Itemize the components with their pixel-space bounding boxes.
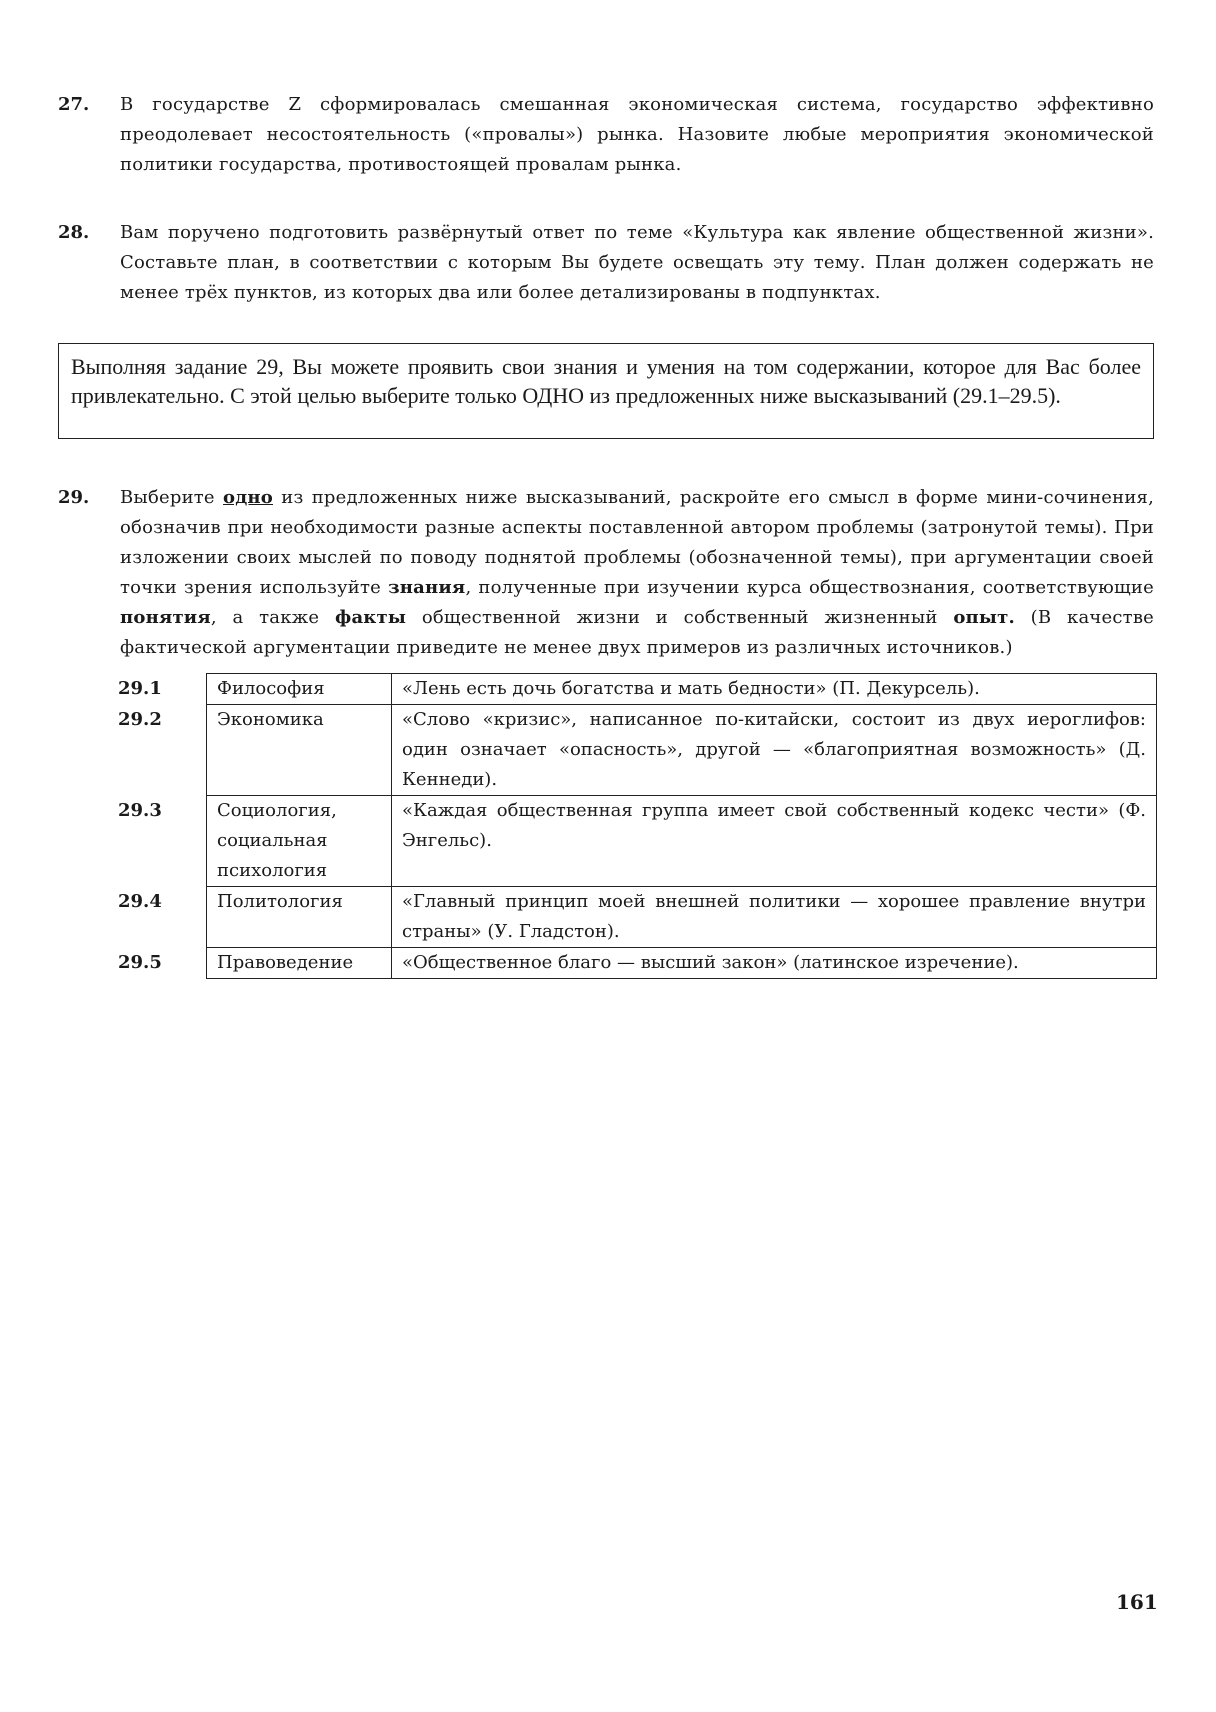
task-28 (58, 218, 1154, 308)
table-row (207, 948, 1157, 979)
task-27 (58, 90, 1154, 180)
page-number: 161 (1116, 1590, 1158, 1614)
emphasis-knowledge: знания (388, 577, 466, 598)
option-quote: «Общественное благо — высший закон» (латинское изречение). (392, 948, 1157, 979)
task-number: 28. (58, 222, 90, 243)
option-number: 29.5 (118, 951, 162, 973)
option-number: 29.3 (118, 799, 162, 821)
option-subject: Экономика (207, 705, 392, 796)
table-row (207, 705, 1157, 796)
option-subject: Правоведение (207, 948, 392, 979)
option-quote: «Каждая общественная группа имеет свой собственный кодекс чести» (Ф. Энгельс). (392, 796, 1157, 887)
options-table (206, 673, 1157, 979)
option-subject: Философия (207, 674, 392, 705)
table-row (207, 674, 1157, 705)
option-quote: «Главный принцип моей внешней политики — хорошее правление внутри страны» (У. Гладстон). (392, 887, 1157, 948)
task-text: Вам поручено подготовить развёрнутый ответ по теме «Культура как явление общественной жизни». Составьте план, в соответствии с которым Вы будете освещать эту тему. План должен содержать не менее трёх пунктов, из которых два или более детализированы в подпунктах. (120, 222, 1154, 303)
option-subject: Социология, социальная психология (207, 796, 392, 887)
task-number: 29. (58, 487, 90, 508)
task-number: 27. (58, 94, 90, 115)
option-number: 29.1 (118, 677, 162, 699)
task-text: Выберите одно из предложенных ниже высказываний, раскройте его смысл в форме мини-сочинения, обозначив при необходимости разные аспекты поставленной автором проблемы (затронутой темы). При изложении своих мыслей по поводу поднятой проблемы (обозначенной темы), при аргументации своей точки зрения используйте знания, полученные при изучении курса обществознания, соответствующие понятия, а также факты общественной жизни и собственный жизненный опыт. (В качестве фактической аргументации приведите не менее двух примеров из различных источников.) (120, 487, 1155, 658)
emphasis-experience: опыт. (953, 607, 1015, 628)
task-text: В государстве Z сформировалась смешанная экономическая система, государство эффективно преодолевает несостоятельность («провалы») рынка. Назовите любые мероприятия экономической политики государства, противостоящей провалам рынка. (120, 94, 1154, 175)
emphasis-one: одно (223, 487, 274, 508)
emphasis-facts: факты (335, 607, 407, 628)
instruction-box: Выполняя задание 29, Вы можете проявить свои знания и умения на том содержании, которое для Вас более привлекательно. С этой целью выберите только ОДНО из предложенных ниже высказываний (29.1–29.5). (58, 343, 1154, 439)
option-number: 29.2 (118, 708, 162, 730)
option-quote: «Лень есть дочь богатства и мать бедности» (П. Декурсель). (392, 674, 1157, 705)
table-row (207, 887, 1157, 948)
option-subject: Политология (207, 887, 392, 948)
option-quote: «Слово «кризис», написанное по-китайски, состоит из двух иероглифов: один означает «опасность», другой — «благоприятная возможность» (Д. Кеннеди). (392, 705, 1157, 796)
table-row (207, 796, 1157, 887)
emphasis-concepts: понятия (120, 607, 211, 628)
task-29 (58, 483, 1154, 663)
option-number: 29.4 (118, 890, 162, 912)
